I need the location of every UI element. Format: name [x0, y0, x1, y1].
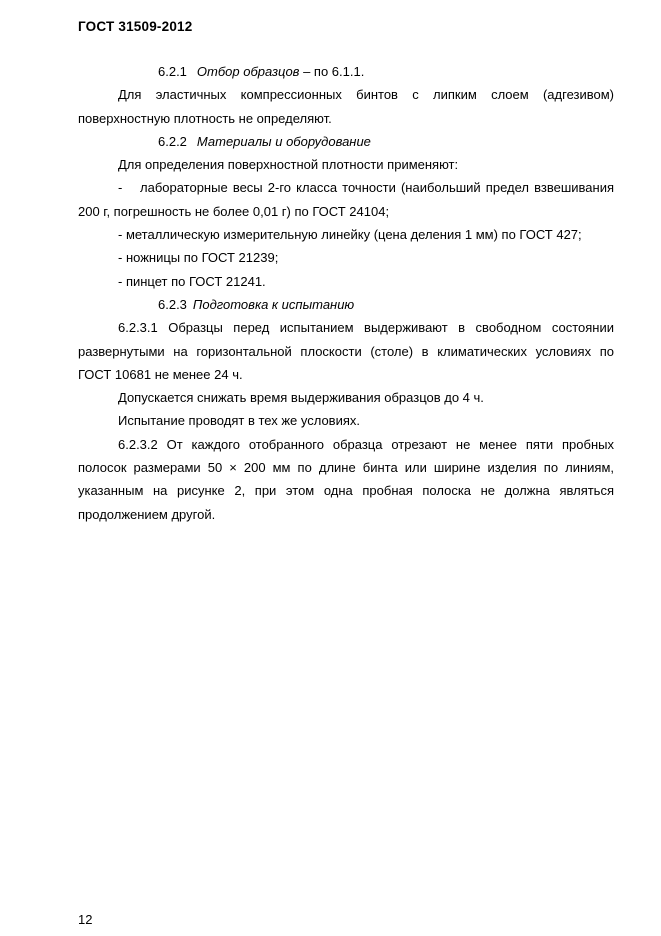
document-body [78, 60, 614, 526]
section-number: 6.2.1 [158, 64, 187, 79]
section-number: 6.2.2 [158, 133, 187, 149]
section-title: Отбор образцов [196, 64, 300, 79]
list-item-text-line-2: 200 г, погрешность не более 0,01 г) по ГОСТ 24104; [78, 203, 390, 219]
list-item-text-line-1: лабораторные весы 2-го класса точности (наибольший предел взвешивания [140, 180, 614, 196]
paragraph-6-2-3-2-line-4: продолжением другой. [78, 506, 216, 522]
list-item: - металлическую измерительную линейку (цена деления 1 мм) по ГОСТ 427; [118, 227, 582, 243]
paragraph-determine: Для определения поверхностной плотности применяют: [118, 157, 459, 173]
section-6-2-3 [78, 293, 614, 316]
paragraph-6-2-3-2-line-3: указанным на рисунке 2, при этом одна пробная полоска не должна являться [78, 483, 614, 499]
paragraph-same-conditions: Испытание проводят в тех же условиях. [118, 413, 360, 429]
section-title: Подготовка к испытанию [192, 296, 355, 312]
section-title: Материалы и оборудование [196, 133, 371, 149]
page-number: 12 [78, 912, 93, 927]
list-item: - пинцет по ГОСТ 21241. [118, 273, 266, 289]
paragraph-6-2-3-2-line-2: полосок размерами 50 × 200 мм по длине бинта или ширине изделия по линиям, [78, 460, 614, 476]
section-number: 6.2.3 [158, 296, 187, 312]
document-code-header: ГОСТ 31509-2012 [78, 19, 193, 34]
paragraph-6-2-3-1-line-1: 6.2.3.1 Образцы перед испытанием выдерживают в свободном состоянии [118, 320, 614, 336]
section-reference: – по 6.1.1. [299, 64, 365, 79]
list-dash: - [118, 180, 123, 196]
paragraph-elastic-line-2: поверхностную плотность не определяют. [78, 110, 332, 126]
list-item: - ножницы по ГОСТ 21239; [118, 250, 279, 266]
paragraph-6-2-3-1-line-3: ГОСТ 10681 не менее 24 ч. [78, 366, 243, 382]
paragraph-6-2-3-1-line-2: развернутыми на горизонтальной плоскости (столе) в климатических условиях по [78, 343, 614, 359]
paragraph-elastic-line-1: Для эластичных компрессионных бинтов с липким слоем (адгезивом) [118, 87, 614, 103]
paragraph-reduce-time: Допускается снижать время выдерживания образцов до 4 ч. [118, 390, 484, 406]
section-6-2-2 [78, 130, 614, 153]
paragraph-6-2-3-2-line-1: 6.2.3.2 От каждого отобранного образца отрезают не менее пяти пробных [118, 436, 614, 452]
list-item [78, 176, 614, 199]
section-6-2-1 [78, 60, 614, 83]
